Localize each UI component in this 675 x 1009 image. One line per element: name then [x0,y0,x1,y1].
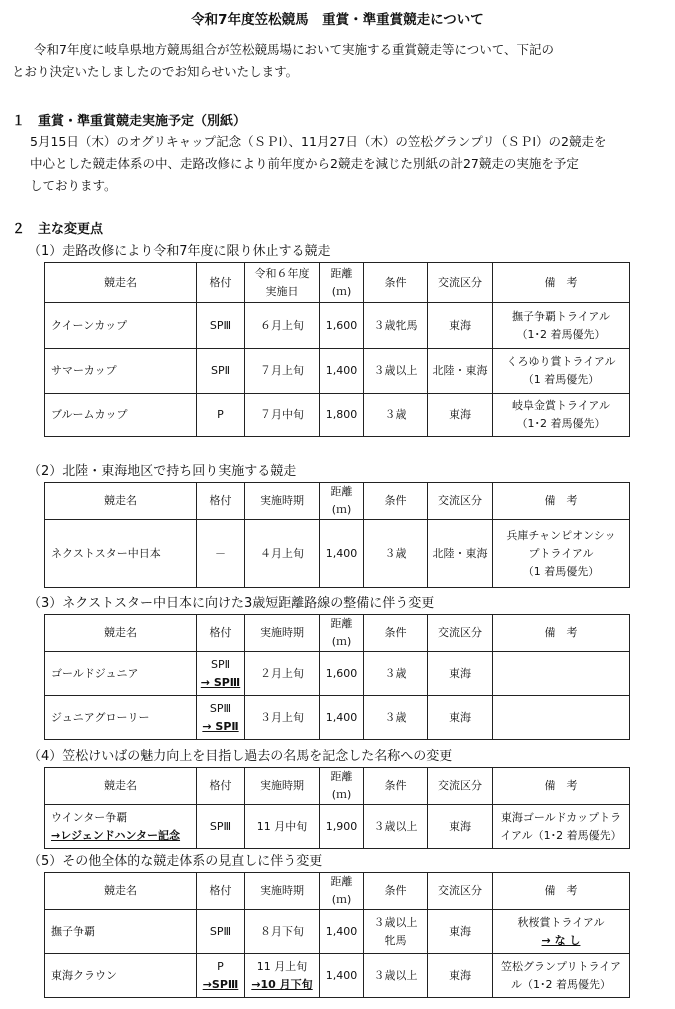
header-cell: 距離(ｍ) [320,483,364,520]
section1-heading: １ 重賞・準重賞競走実施予定（別紙） [12,114,247,129]
header-line: (ｍ) [331,284,352,298]
header-cell [320,263,364,303]
distance: 1,400 [320,349,364,394]
area: 東海 [428,394,493,437]
note-line: （1･2 着馬優先） [516,327,606,341]
header-cell: 交流区分 [428,768,493,805]
condition-line: ３歳以上 [373,915,418,929]
header-cell: 交流区分 [428,263,493,303]
note [493,910,630,954]
header-cell: 条件 [364,768,428,805]
condition: ３歳 [364,520,428,588]
grade-old: SPⅡ [210,657,231,671]
date: ８月下旬 [245,910,320,954]
header-line: 令和６年度 [254,266,310,280]
table-row [45,652,630,696]
note [493,394,630,437]
date: 11 月中旬 [245,805,320,849]
distance: 1,400 [320,696,364,740]
condition: ３歳以上 [364,349,428,394]
table-row [45,805,630,849]
race-name: ブルームカップ [45,394,197,437]
grade [197,696,245,740]
condition: ３歳 [364,394,428,437]
header-cell: 実施時期 [245,873,320,910]
section1-line-3: しております。 [30,178,117,193]
grade: － [197,520,245,588]
note [493,349,630,394]
note-line: （1･2 着馬優先） [516,417,606,430]
note [493,652,630,696]
condition: ３歳 [364,652,428,696]
grade-new: →SPⅢ [202,977,239,991]
note-line: プトライアル [528,546,594,560]
header-cell: 条件 [364,483,428,520]
header-cell: 条件 [364,873,428,910]
condition: ３歳以上 [364,954,428,998]
area: 北陸・東海 [428,520,493,588]
header-cell: 格付 [197,263,245,303]
date: ３月上旬 [245,696,320,740]
header-cell: 交流区分 [428,615,493,652]
sub3-title: （3）ネクストスター中日本に向けた3歳短距離路線の整備に伴う変更 [28,596,435,611]
header-cell: 距離(ｍ) [320,615,364,652]
header-cell: 格付 [197,873,245,910]
header-cell: 格付 [197,768,245,805]
race-name: 撫子争覇 [45,910,197,954]
condition: ３歳 [364,696,428,740]
distance: 1,900 [320,805,364,849]
sub2-table [44,482,630,588]
header-cell: 実施時期 [245,768,320,805]
sub1-table [44,262,630,437]
grade-old: SPⅢ [209,701,232,715]
condition [364,910,428,954]
grade [197,954,245,998]
header-cell [245,263,320,303]
table-header-row [45,873,630,910]
date [245,954,320,998]
date: ２月上旬 [245,652,320,696]
header-line: 距離 [330,266,353,280]
race-name: サマーカップ [45,349,197,394]
header-cell: 備 考 [493,615,630,652]
grade: SPⅡ [197,349,245,394]
race-name: ゴールドジュニア [45,652,197,696]
area: 北陸・東海 [428,349,493,394]
note-change: → な し [541,933,581,947]
header-cell: 備 考 [493,873,630,910]
area: 東海 [428,910,493,954]
note-line: 笠松グランプリトライア [501,959,621,973]
sub5-title: （5）その他全体的な競走体系の見直しに伴う変更 [28,854,323,869]
date-old: 11 月上旬 [256,959,308,973]
note [493,303,630,349]
area: 東海 [428,954,493,998]
condition-line: 牝馬 [384,933,407,947]
header-cell: 競走名 [45,873,197,910]
header-cell: 格付 [197,615,245,652]
date: ６月上旬 [245,303,320,349]
intro-line-2: とおり決定いたしましたのでお知らせいたします。 [12,64,299,79]
header-cell: 交流区分 [428,873,493,910]
header-line: 実施日 [265,284,299,298]
sub4-title: （4）笠松けいばの魅力向上を目指し過去の名馬を記念した名称への変更 [28,749,453,764]
area: 東海 [428,696,493,740]
note-line: 兵庫チャンピオンシッ [506,528,616,542]
section1-line-2: 中心とした競走体系の中、走路改修により前年度から2競走を減じた別紙の計27競走の実施を予定 [30,156,579,171]
table-row [45,303,630,349]
race-name-old: ウインター争覇 [51,810,128,824]
grade: SPⅢ [197,910,245,954]
table-header-row [45,768,630,805]
race-name: ジュニアグローリー [45,696,197,740]
header-cell: 備 考 [493,263,630,303]
document-title: 令和7年度笠松競馬 重賞・準重賞競走について [191,12,484,28]
grade: SPⅢ [197,303,245,349]
area: 東海 [428,652,493,696]
table-header-row [45,263,630,303]
header-cell: 備 考 [493,768,630,805]
note [493,520,630,588]
date: ７月上旬 [245,349,320,394]
table-row [45,954,630,998]
sub1-title: （1）走路改修により令和7年度に限り休止する競走 [28,244,331,259]
note-line: （1 着馬優先） [522,564,600,578]
race-name: 東海クラウン [45,954,197,998]
note-line: 岐阜金賞トライアル [512,399,610,412]
note-line: くろゆり賞トライアル [506,355,616,368]
sub3-table [44,614,630,740]
race-name-new: →レジェンドハンター記念 [51,828,181,842]
header-cell: 距離(ｍ) [320,873,364,910]
table-header-row [45,615,630,652]
sub5-table [44,872,630,998]
table-row [45,520,630,588]
header-cell: 競走名 [45,615,197,652]
header-cell: 実施時期 [245,615,320,652]
grade: P [197,394,245,437]
table-row [45,696,630,740]
header-cell: 競走名 [45,483,197,520]
distance: 1,400 [320,910,364,954]
section2-heading: ２ 主な変更点 [12,222,104,237]
distance: 1,400 [320,954,364,998]
date-new: →10 月下旬 [251,977,313,991]
area: 東海 [428,303,493,349]
note-line: イアル（1･2 着馬優先） [500,828,622,842]
note-line: （1 着馬優先） [522,373,600,386]
grade-new: → SPⅢ [200,675,241,689]
condition: ３歳以上 [364,805,428,849]
header-cell: 条件 [364,263,428,303]
grade [197,652,245,696]
note-line: ル（1･2 着馬優先） [511,977,611,991]
distance: 1,600 [320,652,364,696]
note-line: 撫子争覇トライアル [512,309,610,323]
sub4-table [44,767,630,849]
distance: 1,800 [320,394,364,437]
header-cell: 競走名 [45,263,197,303]
table-header-row [45,483,630,520]
condition: ３歳牝馬 [364,303,428,349]
table-row [45,349,630,394]
note-line: 東海ゴールドカップトラ [500,810,622,824]
area: 東海 [428,805,493,849]
header-cell: 交流区分 [428,483,493,520]
sub2-title: （2）北陸・東海地区で持ち回り実施する競走 [28,464,297,479]
distance: 1,600 [320,303,364,349]
race-name [45,805,197,849]
section1-line-1: 5月15日（木）のオグリキャップ記念（ＳＰⅠ）、11月27日（木）の笠松グランプリ（ＳＰⅠ）の2競走を [30,134,607,149]
grade-old: P [217,959,224,973]
distance: 1,400 [320,520,364,588]
grade: SPⅢ [197,805,245,849]
header-cell: 条件 [364,615,428,652]
header-cell: 競走名 [45,768,197,805]
note-line: 秋桜賞トライアル [517,915,605,929]
race-name: クイーンカップ [45,303,197,349]
note [493,696,630,740]
grade-new: → SPⅡ [202,719,239,733]
note [493,954,630,998]
header-cell: 実施時期 [245,483,320,520]
intro-line-1: 令和7年度に岐阜県地方競馬組合が笠松競馬場において実施する重賞競走等について、下記の [34,42,554,57]
table-row [45,394,630,437]
header-cell: 備 考 [493,483,630,520]
date: ７月中旬 [245,394,320,437]
date: ４月上旬 [245,520,320,588]
header-cell: 格付 [197,483,245,520]
header-cell: 距離(ｍ) [320,768,364,805]
note [493,805,630,849]
table-row [45,910,630,954]
race-name: ネクストスター中日本 [45,520,197,588]
